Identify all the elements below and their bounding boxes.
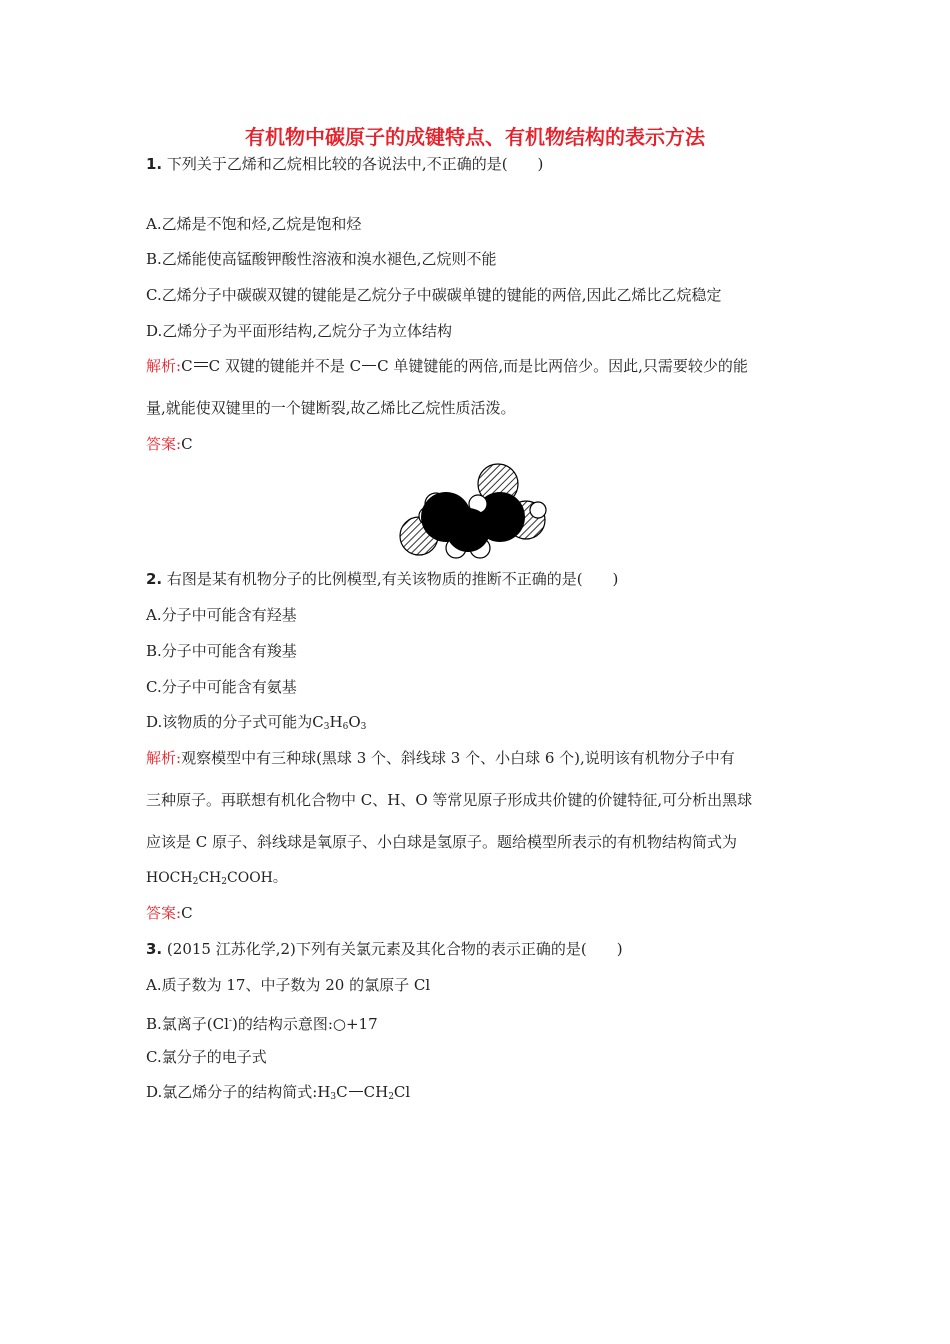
answer-line: 答案:C xyxy=(146,904,193,922)
analysis-line-2: 量,就能使双键里的一个键断裂,故乙烯比乙烷性质活泼。 xyxy=(146,399,516,417)
answer-label: 答案 xyxy=(146,904,177,922)
option-b: B.氯离子(Cl-)的结构示意图:○+17 xyxy=(146,1015,378,1033)
analysis-line: 解析:观察模型中有三种球(黑球 3 个、斜线球 3 个、小白球 6 个),说明该有机物分子中有 xyxy=(146,749,735,767)
question-text: 右图是某有机物分子的比例模型,有关该物质的推断不正确的是( ) xyxy=(166,570,619,588)
option-d: D.该物质的分子式可能为$C_3H_6O_3$ xyxy=(146,713,367,732)
atom-c: C xyxy=(377,357,389,375)
option-d: D.氯乙烯分子的结构简式$:H_3C$ $CH_2Cl$ xyxy=(146,1083,411,1102)
question-1-stem xyxy=(146,154,543,174)
question-number: 2. xyxy=(146,570,163,588)
analysis-line-3: 应该是 C 原子、斜线球是氧原子、小白球是氢原子。题给模型所表示的有机物结构简式为 xyxy=(146,833,738,851)
question-text: (2015 江苏化学,2)下列有关氯元素及其化合物的表示正确的是( ) xyxy=(166,940,623,958)
option-a: A.分子中可能含有羟基 xyxy=(146,606,297,624)
answer-line: 答案:C xyxy=(146,435,193,453)
analysis-text: 观察模型中有三种球(黑球 3 个、斜线球 3 个、小白球 6 个),说明该有机物分子中有 xyxy=(181,749,735,767)
analysis-label: 解析 xyxy=(146,749,177,767)
structural-formula: $HOCH_2CH_2COOH$。 xyxy=(146,870,287,887)
analysis-line: 解析:C C 双键的键能并不是 C C 单键键能的两倍,而是比两倍少。因此,只需要较少的能 xyxy=(146,357,748,375)
atom-c: C xyxy=(181,357,193,375)
question-number: 3. xyxy=(146,940,163,958)
page-title: 有机物中碳原子的成键特点、有机物结构的表示方法 xyxy=(245,125,705,149)
atom-c: C xyxy=(208,357,221,375)
option-a: A.质子数为 17、中子数为 20 的氯原子 Cl xyxy=(146,976,431,994)
option-b: B.乙烯能使高锰酸钾酸性溶液和溴水褪色,乙烷则不能 xyxy=(146,250,497,268)
analysis-text: 单键键能的两倍,而是比两倍少。因此,只需要较少的能 xyxy=(393,357,748,375)
analysis-line-2: 三种原子。再联想有机化合物中 C、H、O 等常见原子形成共价键的价键特征,可分析出黑球 xyxy=(146,791,753,809)
question-3-stem xyxy=(146,939,623,959)
answer-value: C xyxy=(181,904,193,922)
question-text: 下列关于乙烯和乙烷相比较的各说法中,不正确的是( ) xyxy=(166,155,544,173)
analysis-label: 解析 xyxy=(146,357,177,375)
molecule-model-image xyxy=(396,462,556,562)
double-bond-symbol xyxy=(194,362,208,367)
answer-label: 答案 xyxy=(146,435,177,453)
question-2-stem xyxy=(146,569,618,589)
answer-value: C xyxy=(181,435,193,453)
question-number: 1. xyxy=(146,155,163,173)
option-a: A.乙烯是不饱和烃,乙烷是饱和烃 xyxy=(146,215,362,233)
atom-c: C xyxy=(349,357,362,375)
hydrogen-atom xyxy=(530,502,546,518)
option-d: D.乙烯分子为平面形结构,乙烷分子为立体结构 xyxy=(146,322,453,340)
option-c: C.乙烯分子中碳碳双键的键能是乙烷分子中碳碳单键的键能的两倍,因此乙烯比乙烷稳定 xyxy=(146,286,722,304)
single-bond-symbol xyxy=(362,365,376,366)
single-bond-symbol xyxy=(349,1091,363,1092)
analysis-text: 双键的键能并不是 xyxy=(224,357,345,375)
option-b: B.分子中可能含有羧基 xyxy=(146,642,297,660)
carbon-atom-overlay xyxy=(446,508,490,552)
option-c: C.氯分子的电子式 xyxy=(146,1048,267,1066)
option-c: C.分子中可能含有氨基 xyxy=(146,678,297,696)
